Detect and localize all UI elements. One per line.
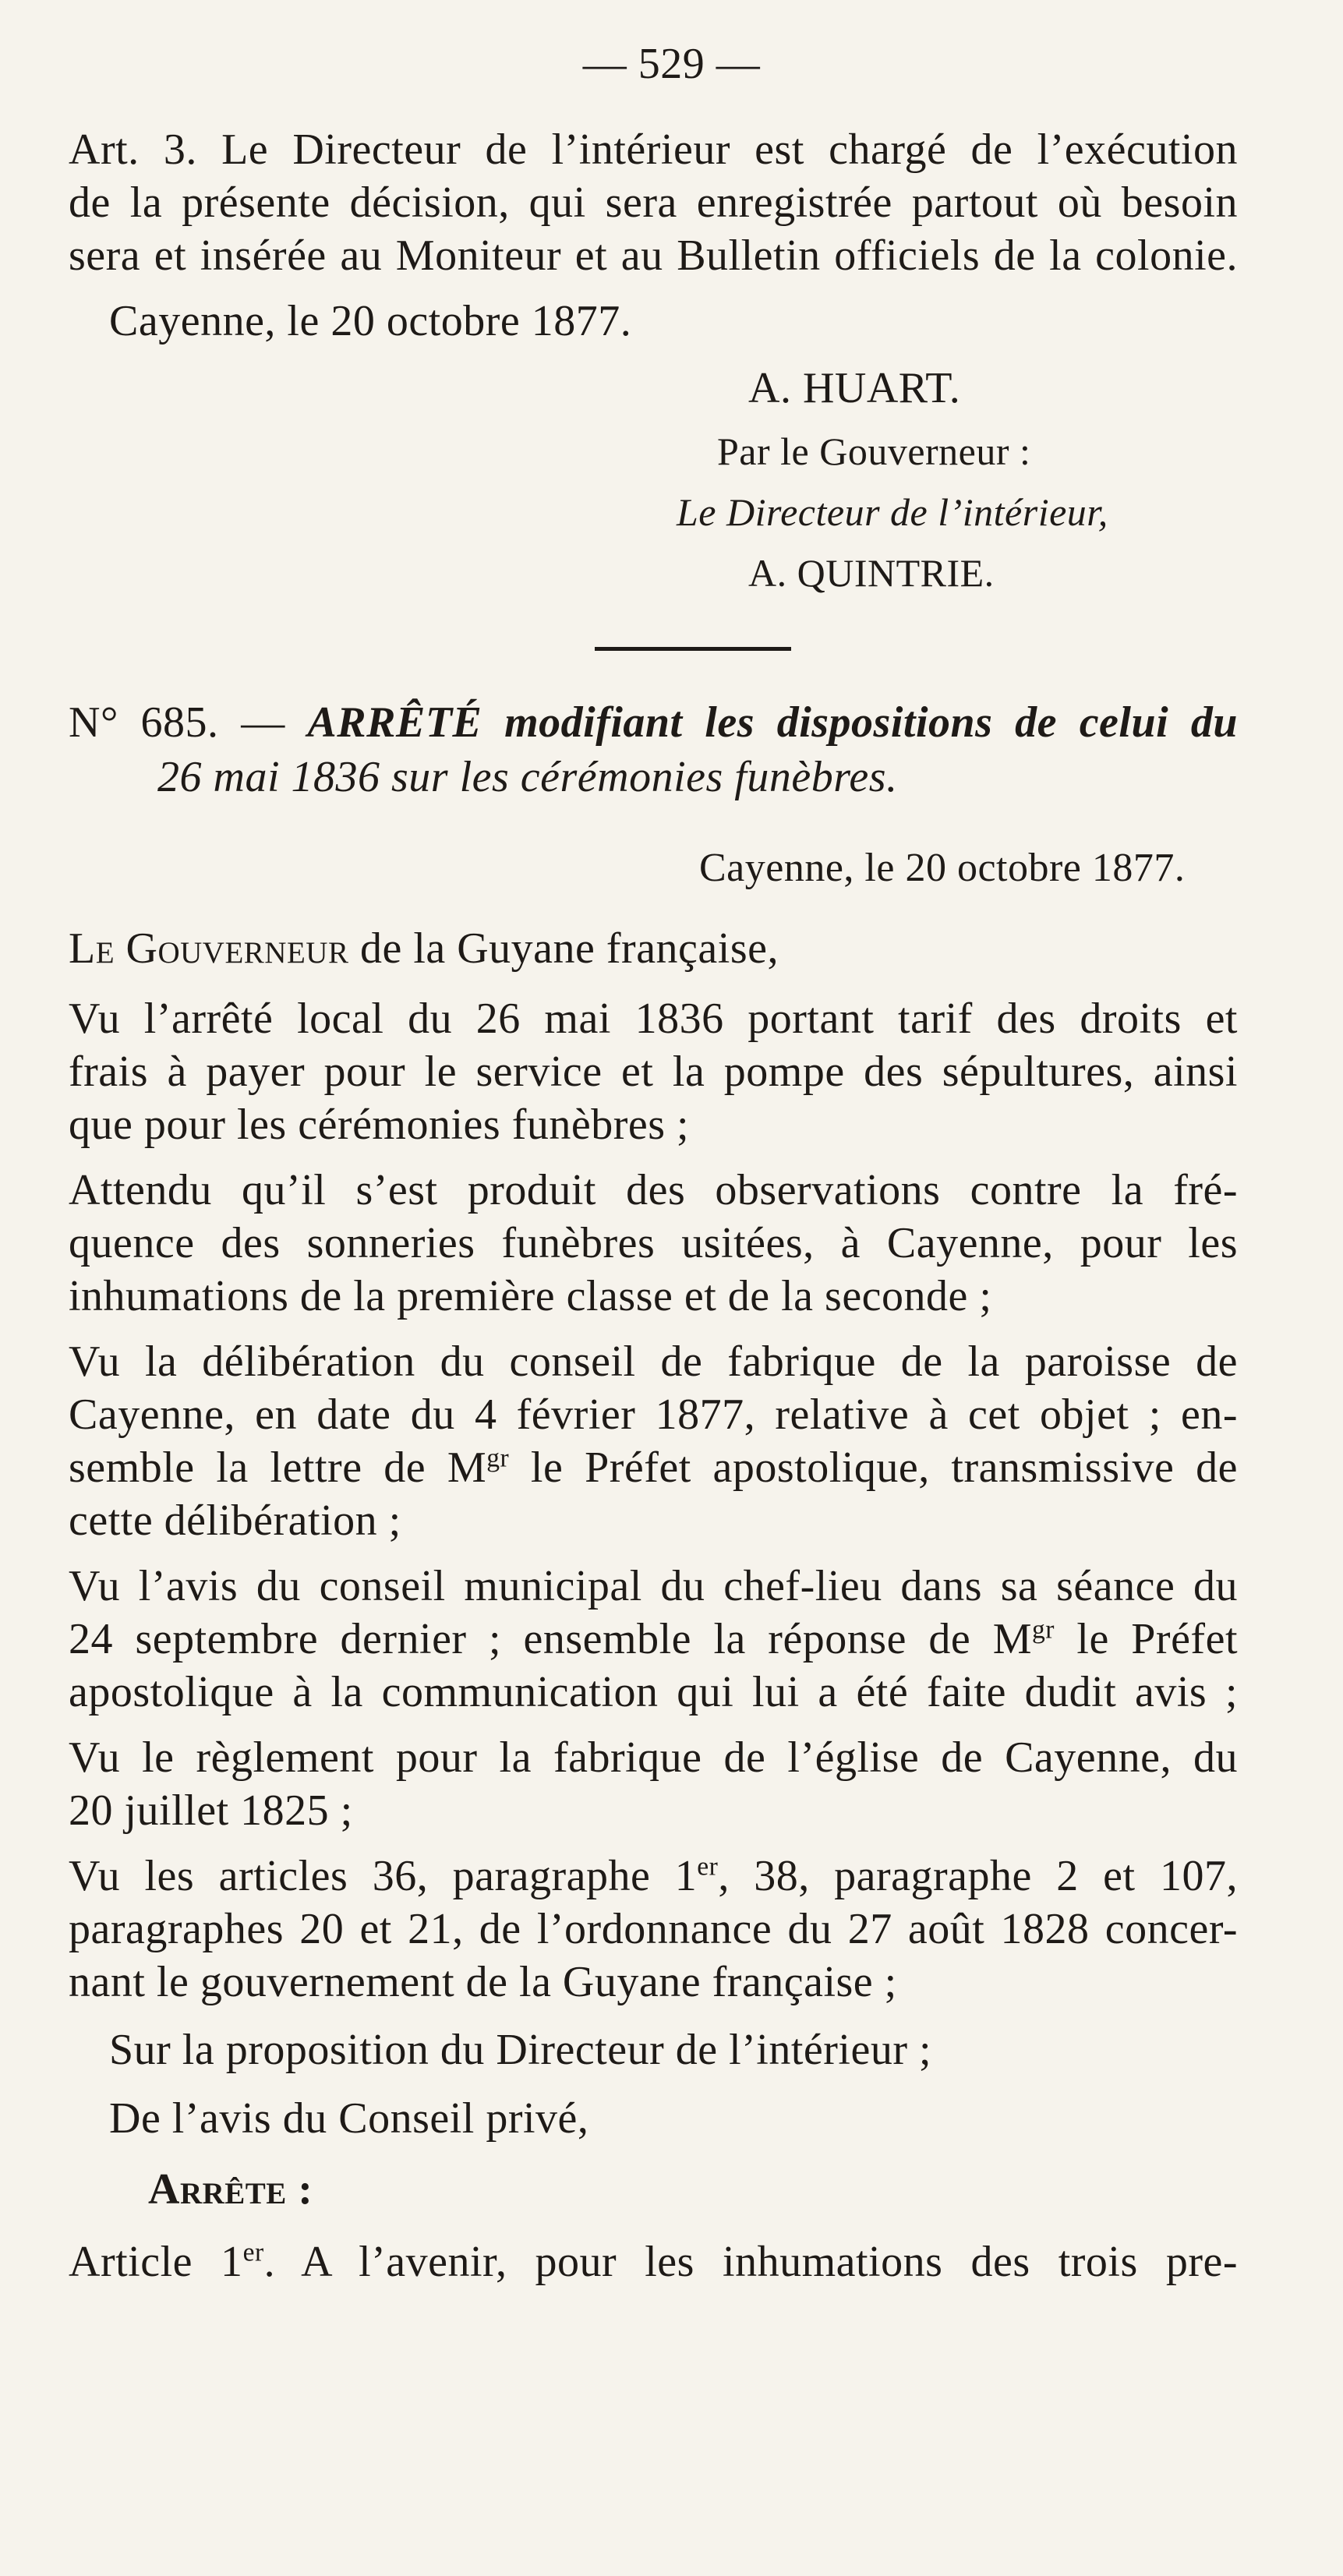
art3-line-2: de la présente décision, qui sera enregistrée partout où besoin (69, 178, 1238, 227)
p4-line-2-part-b: le Préfet (1054, 1615, 1238, 1663)
article-1-part-b: . A l’avenir, pour les inhumations des trois pre- (263, 2238, 1238, 2286)
article-1-part-a: Article 1 (69, 2238, 243, 2286)
p6-line-1-part-b: , 38, paragraphe 2 et 107, (718, 1852, 1238, 1900)
section-divider (595, 647, 791, 651)
art3-line-3: sera et insérée au Moniteur et au Bulletin officiels de la colonie. (69, 231, 1238, 280)
p3-line-2: Cayenne, en date du 4 février 1877, relative à cet objet ; en- (69, 1390, 1238, 1439)
p4-line-2-sup: gr (1032, 1615, 1055, 1645)
arrete-date: Cayenne, le 20 octobre 1877. (699, 846, 1186, 890)
p4-line-3: apostolique à la communication qui lui a été faite dudit avis ; (69, 1668, 1238, 1716)
arrete-title-text: ARRÊTÉ modifiant les dispositions de celui du (307, 698, 1238, 747)
p3-line-1: Vu la délibération du conseil de fabrique de la paroisse de (69, 1337, 1238, 1386)
art3-date: Cayenne, le 20 octobre 1877. (109, 297, 632, 345)
governor-intro-rest: de la Guyane française, (348, 924, 779, 973)
signature-name: A. HUART. (748, 364, 961, 412)
p6-line-1 (69, 1851, 1238, 1901)
arrete-label: Arrête : (148, 2165, 313, 2214)
p7-line: Sur la proposition du Directeur de l’intérieur ; (109, 2026, 932, 2074)
arrete-number: N° 685. — (69, 698, 285, 747)
p6-line-1-sup: er (697, 1852, 719, 1882)
art3-line-1: Art. 3. Le Directeur de l’intérieur est chargé de l’exécution (69, 125, 1238, 174)
signature-director-title: Le Directeur de l’intérieur, (677, 490, 1108, 534)
p5-line-1: Vu le règlement pour la fabrique de l’église de Cayenne, du (69, 1733, 1238, 1782)
p3-line-3-part-b: le Préfet apostolique, transmissive de (509, 1443, 1239, 1492)
p4-line-2-part-a: 24 septembre dernier ; ensemble la réponse de M (69, 1615, 1032, 1663)
article-1-line (69, 2237, 1238, 2287)
p8-line: De l’avis du Conseil privé, (109, 2094, 589, 2143)
p3-line-4: cette délibération ; (69, 1496, 401, 1545)
article-1-sup: er (242, 2238, 264, 2267)
p1-line-2: frais à payer pour le service et la pompe des sépultures, ainsi (69, 1048, 1238, 1096)
p6-line-1-part-a: Vu les articles 36, paragraphe 1 (69, 1852, 698, 1900)
p5-line-2: 20 juillet 1825 ; (69, 1786, 353, 1835)
governor-label: Le Gouverneur (69, 924, 349, 973)
page-number: — 529 — (582, 40, 761, 88)
arrete-title-line-2: 26 mai 1836 sur les cérémonies funèbres. (157, 753, 898, 801)
p6-line-3: nant le gouvernement de la Guyane française ; (69, 1958, 897, 2006)
p3-line-3-part-a: semble la lettre de M (69, 1443, 487, 1492)
p4-line-1: Vu l’avis du conseil municipal du chef-lieu dans sa séance du (69, 1562, 1238, 1610)
arrete-title-line-1 (69, 698, 1238, 747)
p2-line-2: quence des sonneries funèbres usitées, à Cayenne, pour les (69, 1219, 1238, 1267)
signature-director-name: A. QUINTRIE. (748, 551, 995, 595)
p2-line-1: Attendu qu’il s’est produit des observations contre la fré- (69, 1166, 1238, 1214)
p2-line-3: inhumations de la première classe et de la seconde ; (69, 1272, 992, 1320)
p1-line-3: que pour les cérémonies funèbres ; (69, 1101, 690, 1149)
signature-by-governor: Par le Gouverneur : (717, 429, 1031, 473)
p4-line-2 (69, 1614, 1238, 1664)
p6-line-2: paragraphes 20 et 21, de l’ordonnance du 27 août 1828 concer- (69, 1905, 1238, 1953)
governor-intro (69, 924, 779, 974)
p3-line-3-sup: gr (486, 1443, 510, 1473)
p3-line-3 (69, 1443, 1238, 1493)
p1-line-1: Vu l’arrêté local du 26 mai 1836 portant tarif des droits et (69, 995, 1238, 1043)
